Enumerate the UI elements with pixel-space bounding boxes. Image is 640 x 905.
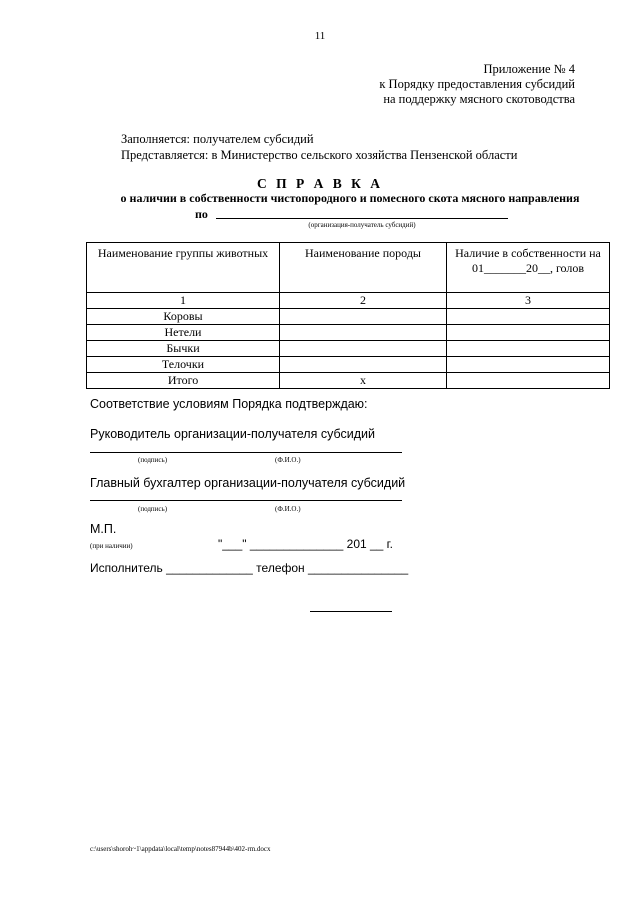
header-animal-group: Наименование группы животных [87,243,280,293]
header-owned-count: Наличие в собственности на 01_______20__, голов [447,243,610,293]
animal-group-cell: Бычки [87,341,280,357]
breed-cell [280,341,447,357]
accountant-title: Главный бухгалтер организации-получателя субсидий [90,476,406,490]
filled-by: Заполняется: получателем субсидий [121,132,314,146]
table-number-row [87,293,610,309]
appendix-line-1: Приложение № 4 [483,62,575,76]
document-title: С П Р А В К А [256,176,384,191]
column-number: 1 [87,293,280,309]
head-fio-caption: (Ф.И.О.) [275,456,301,464]
header-breed: Наименование породы [280,243,447,293]
animal-group-cell: Итого [87,373,280,389]
count-cell [447,373,610,389]
document-subtitle: о наличии в собственности чистопородного и помесного скота мясного направления [120,191,580,205]
animal-group-cell: Нетели [87,325,280,341]
table-row [87,341,610,357]
head-signature-caption: (подпись) [138,456,168,464]
breed-cell [280,357,447,373]
table-row [87,357,610,373]
animal-group-cell: Телочки [87,357,280,373]
table-header-row [87,243,610,293]
breed-cell [280,309,447,325]
animal-group-cell: Коровы [87,309,280,325]
accountant-signature-caption: (подпись) [138,505,168,513]
submitted-to: Представляется: в Министерство сельского хозяйства Пензенской области [121,148,518,162]
column-number: 3 [447,293,610,309]
bottom-line [310,611,392,612]
column-number: 2 [280,293,447,309]
date-line: "___" ______________ 201 __ г. [218,537,393,551]
table-row [87,309,610,325]
appendix-line-3: на поддержку мясного скотоводства [383,92,575,106]
stamp-caption: (при наличии) [90,542,133,550]
page-number: 11 [314,30,326,42]
po-label: по [195,207,208,221]
head-title: Руководитель организации-получателя субсидий [90,427,375,441]
file-path: c:\users\shoroh~1\appdata\local\temp\notes87944b\402-rm.docx [90,845,271,853]
livestock-table [86,242,610,389]
appendix-line-2: к Порядку предоставления субсидий [379,77,575,91]
head-signature-line [90,452,402,453]
organization-caption: (организация-получатель субсидий) [308,221,416,229]
count-cell [447,325,610,341]
table-total-row [87,373,610,389]
breed-cell: х [280,373,447,389]
accountant-fio-caption: (Ф.И.О.) [275,505,301,513]
accountant-signature-line [90,500,402,501]
organization-line [216,218,508,219]
count-cell [447,309,610,325]
filling-info [121,131,517,163]
confirmation-text: Соответствие условиям Порядка подтверждаю: [90,397,368,411]
count-cell [447,357,610,373]
stamp-label: М.П. [90,522,117,536]
count-cell [447,341,610,357]
breed-cell [280,325,447,341]
appendix-header [360,62,575,107]
table-row [87,325,610,341]
executor-line: Исполнитель _____________ телефон _______________ [90,561,409,575]
